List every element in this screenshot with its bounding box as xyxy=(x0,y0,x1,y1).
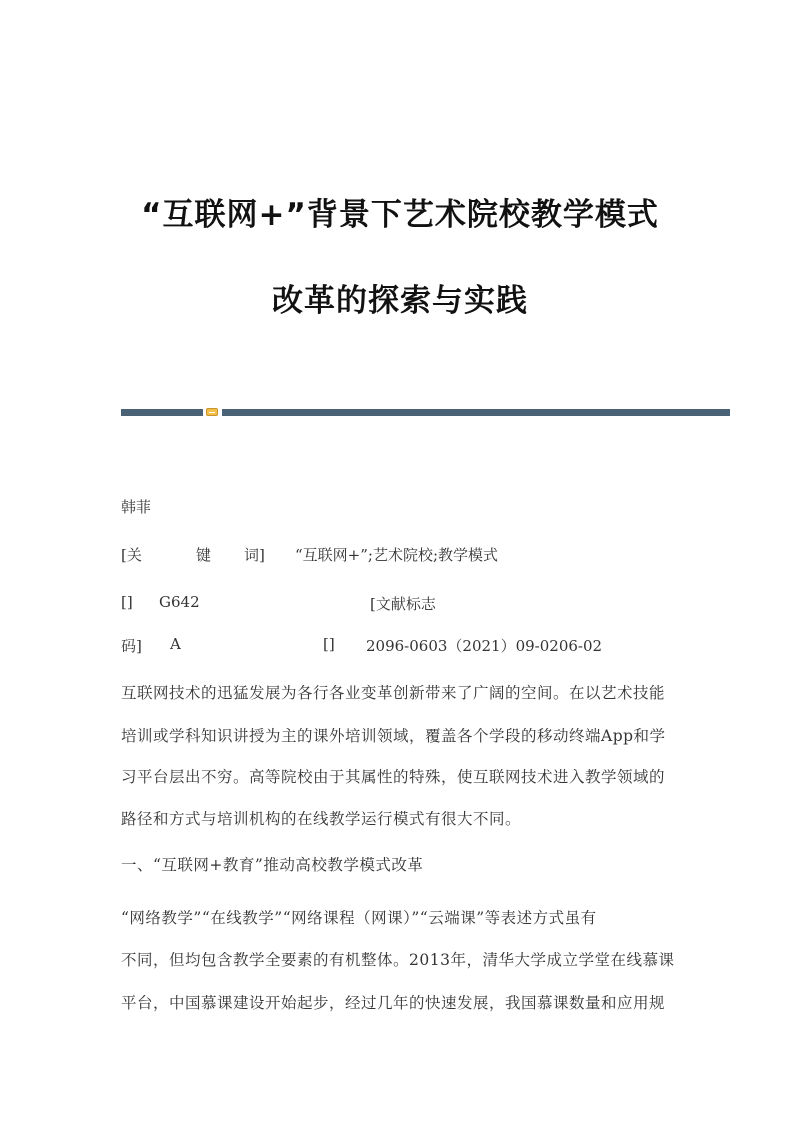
article-id-value: 2096-0603（2021）09-0206-02 xyxy=(366,637,603,655)
section-heading-1: 一、“互联网+教育”推动高校教学模式改革 xyxy=(121,856,424,874)
paragraph-1-line-2: 培训或学科知识讲授为主的课外培训领域，覆盖各个学段的移动终端App和学 xyxy=(121,727,666,745)
classification-bracket: [] xyxy=(121,593,133,611)
document-badge-icon xyxy=(206,408,218,416)
paragraph-2-line-1: “网络教学”“在线教学”“网络课程（网课）”“云端课”等表述方式虽有 xyxy=(121,909,597,927)
paragraph-1-line-1: 互联网技术的迅猛发展为各行各业变革创新带来了广阔的空间。在以艺术技能 xyxy=(121,684,666,702)
document-code-label-end: 码] xyxy=(121,637,142,655)
keywords-value: “互联网+”;艺术院校;教学模式 xyxy=(295,546,499,564)
article-title-line-1: “互联网+”背景下艺术院校教学模式 xyxy=(141,197,659,233)
keywords-label-part-2: 键 xyxy=(196,546,212,564)
article-id-bracket: [] xyxy=(323,635,335,653)
classification-number: G642 xyxy=(159,593,200,611)
paragraph-2-line-2: 不同，但均包含教学全要素的有机整体。2013年，清华大学成立学堂在线慕课 xyxy=(121,951,675,969)
keywords-label-part-1: [关 xyxy=(121,546,142,564)
paragraph-2-line-3: 平台，中国慕课建设开始起步，经过几年的快速发展，我国慕课数量和应用规 xyxy=(121,994,666,1012)
paragraph-1-line-4: 路径和方式与培训机构的在线教学运行模式有很大不同。 xyxy=(121,810,522,828)
title-divider xyxy=(121,409,730,417)
keywords-label-part-3: 词] xyxy=(244,546,265,564)
document-code-value: A xyxy=(170,635,181,653)
divider-bar-left xyxy=(121,409,203,416)
divider-bar-right xyxy=(222,409,730,416)
document-code-label: [文献标志 xyxy=(370,595,436,613)
article-title-line-2: 改革的探索与实践 xyxy=(272,283,528,319)
author-name: 韩菲 xyxy=(121,498,152,516)
paragraph-1-line-3: 习平台层出不穷。高等院校由于其属性的特殊，使互联网技术进入教学领域的 xyxy=(121,768,666,786)
